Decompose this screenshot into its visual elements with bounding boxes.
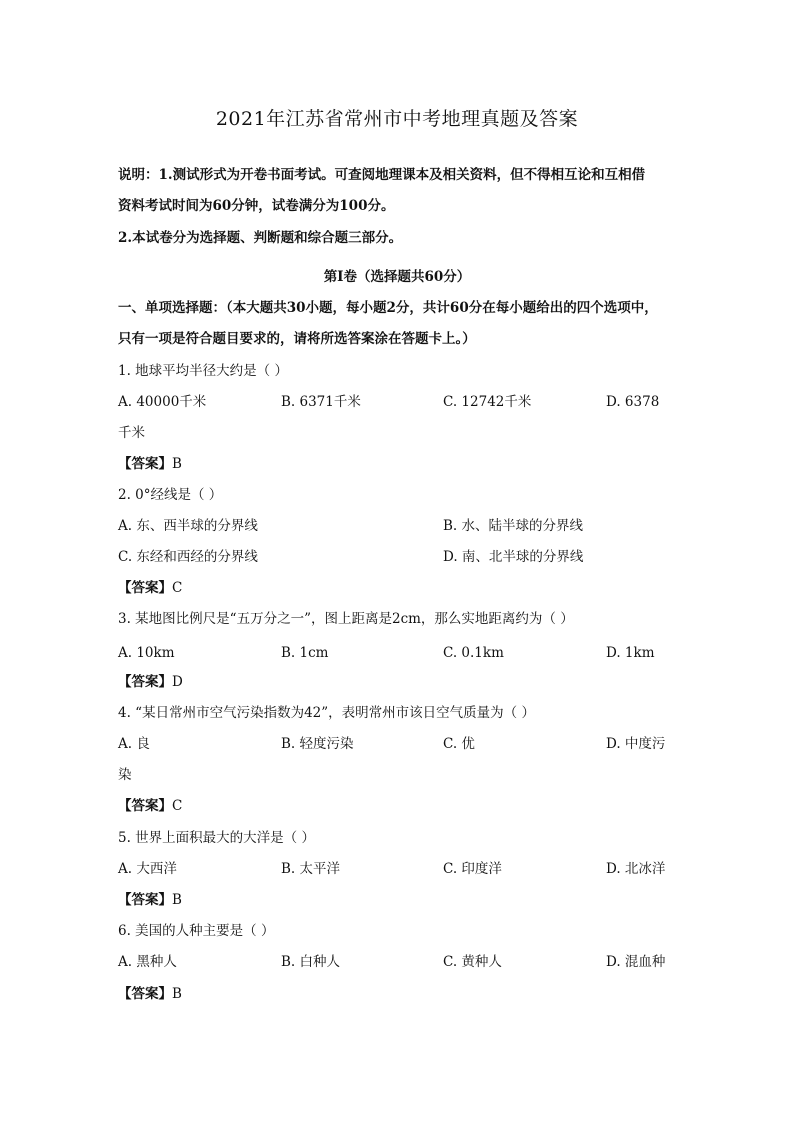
- answer-value: C: [172, 580, 183, 596]
- answer-label: 【答案】: [118, 798, 172, 814]
- question-6-stem: 6. 美国的人种主要是（ ）: [118, 923, 275, 939]
- question-2-option-d: D. 南、北半球的分界线: [443, 549, 584, 565]
- question-4-option-a: A. 良: [118, 736, 150, 752]
- answer-value: C: [172, 798, 183, 814]
- answer-value: B: [172, 456, 182, 472]
- question-5-option-c: C. 印度洋: [443, 861, 502, 877]
- question-1-option-d: D. 6378: [606, 394, 660, 410]
- question-3-option-d: D. 1km: [606, 645, 655, 661]
- question-1-option-a: A. 40000千米: [118, 394, 207, 410]
- answer-label: 【答案】: [118, 456, 172, 472]
- question-5-option-d: D. 北冰洋: [606, 861, 666, 877]
- question-3-answer: [118, 672, 183, 692]
- question-3-option-b: B. 1cm: [281, 645, 329, 661]
- question-6-option-d: D. 混血种: [606, 954, 666, 970]
- question-2-option-a: A. 东、西半球的分界线: [118, 518, 258, 534]
- answer-value: B: [172, 986, 182, 1002]
- question-5-option-a: A. 大西洋: [118, 861, 177, 877]
- answer-label: 【答案】: [118, 892, 172, 908]
- section-desc-line-1: 一、单项选择题：（本大题共30小题，每小题2分，共计60分在每小题给出的四个选项中，: [118, 300, 658, 316]
- question-4-stem: 4. “某日常州市空气污染指数为42”，表明常州市该日空气质量为（ ）: [118, 705, 535, 721]
- question-3-stem: 3. 某地图比例尺是“五万分之一”，图上距离是2cm，那么实地距离约为（ ）: [118, 611, 574, 627]
- instruction-line-2: 资料考试时间为60分钟，试卷满分为100分。: [118, 198, 395, 214]
- question-5-option-b: B. 太平洋: [281, 861, 341, 877]
- question-4-option-b: B. 轻度污染: [281, 736, 354, 752]
- question-2-stem: 2. 0°经线是（ ）: [118, 487, 223, 503]
- question-1-option-wrap: 千米: [118, 425, 145, 441]
- question-4-answer: [118, 796, 182, 816]
- question-3-option-c: C. 0.1km: [443, 645, 504, 661]
- question-2-answer: [118, 578, 182, 598]
- question-3-option-a: A. 10km: [118, 645, 175, 661]
- instruction-line-3: 2.本试卷分为选择题、判断题和综合题三部分。: [118, 230, 403, 246]
- question-6-option-b: B. 白种人: [281, 954, 341, 970]
- question-6-option-a: A. 黑种人: [118, 954, 177, 970]
- answer-value: B: [172, 892, 182, 908]
- question-5-stem: 5. 世界上面积最大的大洋是（ ）: [118, 830, 315, 846]
- question-1-option-b: B. 6371千米: [281, 394, 361, 410]
- question-6-option-c: C. 黄种人: [443, 954, 502, 970]
- question-1-stem: 1. 地球平均半径大约是（ ）: [118, 363, 288, 379]
- question-2-option-c: C. 东经和西经的分界线: [118, 549, 258, 565]
- question-4-option-d: D. 中度污: [606, 736, 666, 752]
- page-title: 2021年江苏省常州市中考地理真题及答案: [215, 108, 579, 130]
- question-4-option-c: C. 优: [443, 736, 475, 752]
- question-2-option-b: B. 水、陆半球的分界线: [443, 518, 584, 534]
- section-desc-line-2: 只有一项是符合题目要求的，请将所选答案涂在答题卡上。）: [118, 331, 476, 347]
- answer-value: D: [172, 674, 183, 690]
- question-1-option-c: C. 12742千米: [443, 394, 532, 410]
- question-4-option-wrap: 染: [118, 767, 132, 783]
- answer-label: 【答案】: [118, 580, 172, 596]
- section-title: 第Ⅰ卷（选择题共60分）: [323, 269, 471, 285]
- answer-label: 【答案】: [118, 674, 172, 690]
- question-5-answer: [118, 890, 182, 910]
- question-1-answer: [118, 454, 182, 474]
- question-6-answer: [118, 984, 182, 1004]
- answer-label: 【答案】: [118, 986, 172, 1002]
- instruction-line-1: 说明：1.测试形式为开卷书面考试。可查阅地理课本及相关资料，但不得相互论和互相借: [118, 167, 646, 183]
